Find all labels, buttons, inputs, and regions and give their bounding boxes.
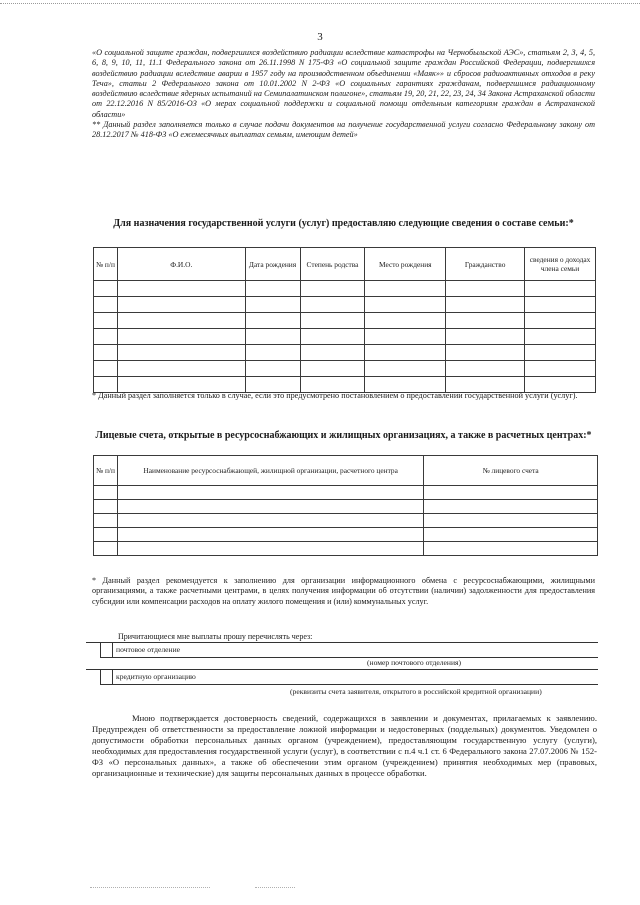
table-row	[94, 313, 596, 329]
bank-option-checkbox[interactable]	[112, 670, 113, 684]
legal-notes	[92, 48, 595, 141]
col-citizenship: Гражданство	[446, 248, 525, 281]
table-row	[94, 329, 596, 345]
bank-option[interactable]: кредитную организацию	[116, 672, 196, 681]
payment-top-rule	[86, 642, 598, 643]
col-full-name: Ф.И.О.	[117, 248, 245, 281]
top-scan-edge	[0, 3, 640, 4]
table-row	[94, 542, 598, 556]
accounts-table-header	[94, 456, 598, 486]
post-office-option[interactable]: почтовое отделение	[116, 645, 180, 654]
table-row	[94, 500, 598, 514]
col-relationship: Степень родства	[300, 248, 365, 281]
table-row	[94, 486, 598, 500]
bank-option-box-left	[100, 670, 101, 684]
post-option-box-left	[100, 643, 101, 657]
col-number: № п/п	[94, 456, 118, 486]
family-footnote: * Данный раздел заполняется только в случае, если это предусмотрено постановлением о предоставлении государственной услуги (услуг).	[92, 391, 578, 400]
col-account-number: № лицевого счета	[424, 456, 598, 486]
legal-note-continuation: «О социальной защите граждан, подвергшихся воздействию радиации вследствие катастрофы на Чернобыльской АЭС», статьям 2, 3, 4, 5, 6, 8, 9, 10, 11, 11.1 Федерального закона от 26.11.1998 N 175-ФЗ «О социальной защите граждан Российской Федерации, подвергшихся воздействию радиации вследствие аварии в 1957 году на производственном объединении «Маяк»» и сбросов радиоактивных отходов в реку Теча», статьи 2 Федерального закона от 10.01.2002 N 2-ФЗ «О социальных гарантиях гражданам, подвергшимся радиационному воздействию вследствие ядерных испытаний на Семипалатинском полигоне», статьям 19, 20, 21, 22, 23, 24, 34 Закона Астраханской области от 22.12.2016 N 85/2016-ОЗ «О мерах социальной поддержки и социальной помощи отдельным категориям граждан в Астраханской области»	[92, 48, 595, 119]
payment-label: Причитающиеся мне выплаты прошу перечислять через:	[118, 632, 313, 641]
post-option-checkbox[interactable]	[112, 643, 113, 657]
bank-caption: (реквизиты счета заявителя, открытого в российской кредитной организации)	[290, 687, 542, 696]
table-row	[94, 345, 596, 361]
bank-line	[100, 684, 598, 685]
family-table-header	[94, 248, 596, 281]
family-table	[93, 247, 596, 393]
bottom-scan-mark-right	[255, 887, 295, 888]
col-birth-date: Дата рождения	[245, 248, 300, 281]
table-row	[94, 361, 596, 377]
col-organization: Наименование ресурсоснабжающей, жилищной организации, расчетного центра	[117, 456, 423, 486]
family-section-title: Для назначения государственной услуги (услуг) предоставляю следующие сведения о составе семьи:*	[113, 218, 574, 229]
page-number: 3	[317, 31, 323, 43]
col-income: сведения о доходах члена семьи	[525, 248, 596, 281]
table-row	[94, 297, 596, 313]
accounts-section-title: Лицевые счета, открытые в ресурсоснабжающих и жилищных организациях, а также в расчетных центрах:*	[95, 430, 592, 441]
consent-paragraph: Мною подтверждается достоверность сведений, содержащихся в заявлении и документах, прилагаемых к заявлению. Предупрежден об ответственности за предоставление ложной информации и недостоверных (поддельных) документов. Уведомлен о допустимости обработки персональных данных органом (учреждением), предоставляющим государственную услугу (услуги), необходимых для предоставления государственной услуги (услуг), в соответствии с п.4 ч.1 ст. 6 Федерального закона 27.07.2006 № 152-ФЗ «О персональных данных», а также об обеспечении этим органом (учреждением) принятия необходимых мер (правовых, организационные и технические) для защиты персональных данных в процессе обработки.	[92, 713, 597, 778]
col-number: № п/п	[94, 248, 118, 281]
table-row	[94, 281, 596, 297]
accounts-footnote: * Данный раздел рекомендуется к заполнению для организации информационного обмена с ресурсоснабжающими, жилищными организациями, а также расчетными центрами, в целях получения информации об отсутствии (наличии) задолженности для предоставления субсидии или компенсации расходов на оплату жилого помещения и (или) коммунальных услуг.	[92, 576, 595, 606]
post-office-caption: (номер почтового отделения)	[367, 658, 462, 667]
table-row	[94, 514, 598, 528]
bottom-scan-mark-left	[90, 887, 210, 888]
post-office-line	[100, 657, 598, 658]
accounts-table	[93, 455, 598, 556]
table-row	[94, 528, 598, 542]
col-birthplace: Место рождения	[365, 248, 446, 281]
payment-middle-rule	[86, 669, 598, 670]
legal-note-double-asterisk: ** Данный раздел заполняется только в случае подачи документов на получение государственной услуги согласно Федеральному закону от 28.12.2017 № 418-ФЗ «О ежемесячных выплатах семьям, имеющим детей»	[92, 120, 595, 140]
